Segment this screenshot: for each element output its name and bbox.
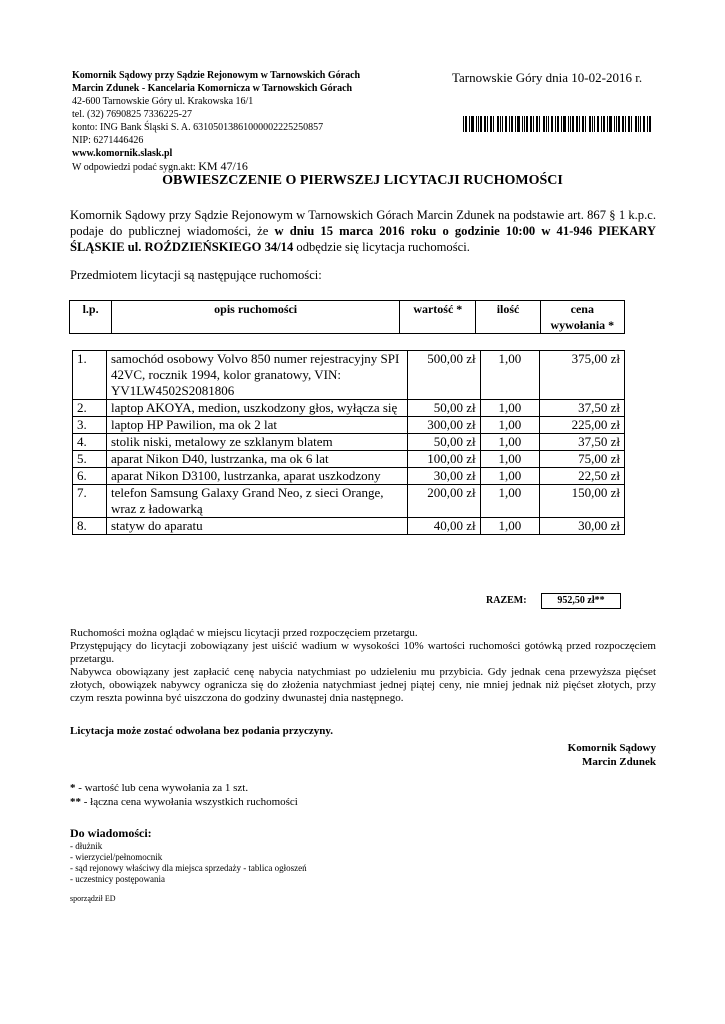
- total-label: RAZEM:: [486, 595, 527, 606]
- table-row: [73, 518, 625, 535]
- barcode-icon: [463, 116, 655, 132]
- table-row: [73, 485, 625, 518]
- table-row: [73, 451, 625, 468]
- cell-lp: 7.: [73, 485, 107, 518]
- recipient-item: - uczestnicy postępowania: [70, 874, 165, 884]
- recipient-item: - sąd rejonowy właściwy dla miejsca sprzedaży - tablica ogłoszeń: [70, 863, 307, 873]
- reference-line: [72, 160, 360, 174]
- table-row: [73, 417, 625, 434]
- cell-desc: aparat Nikon D3100, lustrzanka, aparat uszkodzony: [106, 468, 407, 485]
- cell-lp: 5.: [73, 451, 107, 468]
- recipient-item: - wierzyciel/pełnomocnik: [70, 852, 163, 862]
- cell-qty: 1,00: [480, 351, 539, 400]
- prepared-by: sporządził ED: [70, 894, 116, 903]
- table-row: [73, 434, 625, 451]
- cell-lp: 6.: [73, 468, 107, 485]
- cancel-note: Licytacja może zostać odwołana bez podania przyczyny.: [70, 725, 334, 737]
- intro-paragraph: [70, 207, 656, 255]
- intro-part2: odbędzie się licytacja ruchomości.: [293, 240, 470, 254]
- cell-value: 50,00 zł: [408, 400, 480, 417]
- footnote: ** - łączna cena wywołania wszystkich ruchomości: [70, 796, 298, 808]
- signature-line2: Marcin Zdunek: [581, 756, 656, 768]
- footnote: * - wartość lub cena wywołania za 1 szt.: [70, 782, 249, 794]
- cell-qty: 1,00: [480, 451, 539, 468]
- cell-qty: 1,00: [480, 400, 539, 417]
- header-nip: NIP: 6271446426: [72, 135, 144, 146]
- place-date: Tarnowskie Góry dnia 10-02-2016 r.: [452, 70, 643, 85]
- cell-desc: aparat Nikon D40, lustrzanka, ma ok 6 lat: [106, 451, 407, 468]
- cell-price: 150,00 zł: [540, 485, 625, 518]
- cell-qty: 1,00: [480, 417, 539, 434]
- col-price: cena wywołania *: [540, 301, 624, 334]
- document-title: OBWIESZCZENIE O PIERWSZEJ LICYTACJI RUCHOMOŚCI: [162, 173, 563, 188]
- items-table: [72, 350, 625, 535]
- items-header-table: [69, 300, 625, 334]
- intro-bold: w dniu 15 marca 2016 roku o godzinie 10:00 w 41-946 PIEKARY ŚLĄSKIE ul. ROŹDZIEŃSKIEGO 34/14: [70, 224, 657, 254]
- cell-desc: laptop AKOYA, medion, uszkodzony głos, wyłącza się: [106, 400, 407, 417]
- cell-price: 30,00 zł: [540, 518, 625, 535]
- auction-info: [70, 627, 656, 705]
- cell-desc: telefon Samsung Galaxy Grand Neo, z sieci Orange, wraz z ładowarką: [106, 485, 407, 518]
- reference-number: KM 47/16: [198, 159, 248, 173]
- recipients-label: Do wiadomości:: [70, 826, 152, 840]
- footnotes: [70, 781, 298, 809]
- info-line: Nabywca obowiązany jest zapłacić cenę nabycia natychmiast po udzieleniu mu przybicia. Gdy jednak cena przewyższa pięćset złotych, obowiązek nabywcy ogranicza się do złożenia natychmiast jednej piątej ceny, nie mniej jednak niż pięćset złotych, przy czym reszta powinna być uiszczona do godziny dwunastej dnia następnego.: [70, 666, 656, 704]
- col-desc: opis ruchomości: [112, 301, 400, 334]
- cell-value: 40,00 zł: [408, 518, 480, 535]
- table-row: [73, 400, 625, 417]
- reference-label: W odpowiedzi podać sygn.akt:: [72, 162, 196, 173]
- recipients: [70, 826, 307, 885]
- info-line: Przystępujący do licytacji zobowiązany jest uiścić wadium w wysokości 10% wartości ruchomości gotówką przed rozpoczęciem przetargu.: [70, 640, 656, 665]
- cell-lp: 3.: [73, 417, 107, 434]
- cell-price: 22,50 zł: [540, 468, 625, 485]
- table-row: [73, 351, 625, 400]
- recipient-item: - dłużnik: [70, 841, 103, 851]
- cell-lp: 8.: [73, 518, 107, 535]
- info-line: Ruchomości można oglądać w miejscu licytacji przed rozpoczęciem przetargu.: [70, 627, 418, 639]
- cell-desc: samochód osobowy Volvo 850 numer rejestracyjny SPI 42VC, rocznik 1994, kolor granatowy, VIN: YV1LW4502S2081806: [106, 351, 407, 400]
- signature: [568, 741, 656, 769]
- cell-lp: 4.: [73, 434, 107, 451]
- cell-desc: statyw do aparatu: [106, 518, 407, 535]
- office-header: [72, 69, 360, 174]
- cell-price: 75,00 zł: [540, 451, 625, 468]
- cell-desc: stolik niski, metalowy ze szklanym blatem: [106, 434, 407, 451]
- cell-value: 300,00 zł: [408, 417, 480, 434]
- table-row: [73, 468, 625, 485]
- cell-qty: 1,00: [480, 485, 539, 518]
- cell-price: 37,50 zł: [540, 400, 625, 417]
- subject-line: Przedmiotem licytacji są następujące ruchomości:: [70, 268, 322, 282]
- cell-lp: 2.: [73, 400, 107, 417]
- col-qty: ilość: [476, 301, 540, 334]
- cell-price: 225,00 zł: [540, 417, 625, 434]
- cell-lp: 1.: [73, 351, 107, 400]
- cell-qty: 1,00: [480, 434, 539, 451]
- cell-value: 500,00 zł: [408, 351, 480, 400]
- cell-value: 50,00 zł: [408, 434, 480, 451]
- cell-value: 30,00 zł: [408, 468, 480, 485]
- header-www: www.komornik.slask.pl: [72, 148, 173, 159]
- signature-line1: Komornik Sądowy: [567, 742, 656, 754]
- header-line1: Komornik Sądowy przy Sądzie Rejonowym w Tarnowskich Górach: [72, 70, 361, 81]
- cell-qty: 1,00: [480, 518, 539, 535]
- cell-value: 100,00 zł: [408, 451, 480, 468]
- total-value: 952,50 zł**: [541, 593, 621, 609]
- header-address: 42-600 Tarnowskie Góry ul. Krakowska 16/1: [72, 96, 254, 107]
- cell-qty: 1,00: [480, 468, 539, 485]
- header-phone: tel. (32) 7690825 7336225-27: [72, 109, 192, 120]
- cell-price: 375,00 zł: [540, 351, 625, 400]
- header-line2: Marcin Zdunek - Kancelaria Komornicza w Tarnowskich Górach: [72, 83, 353, 94]
- col-lp: l.p.: [70, 301, 112, 334]
- col-value: wartość *: [400, 301, 476, 334]
- cell-value: 200,00 zł: [408, 485, 480, 518]
- header-account: konto: ING Bank Śląski S. A. 63105013861000002225250857: [72, 122, 324, 133]
- cell-desc: laptop HP Pawilion, ma ok 2 lat: [106, 417, 407, 434]
- intro-part1: Komornik Sądowy przy Sądzie Rejonowym w Tarnowskich Górach Marcin Zdunek na podstawie art. 867 § 1 k.p.c. podaje do publicznej wiadomości, że: [70, 208, 656, 238]
- cell-price: 37,50 zł: [540, 434, 625, 451]
